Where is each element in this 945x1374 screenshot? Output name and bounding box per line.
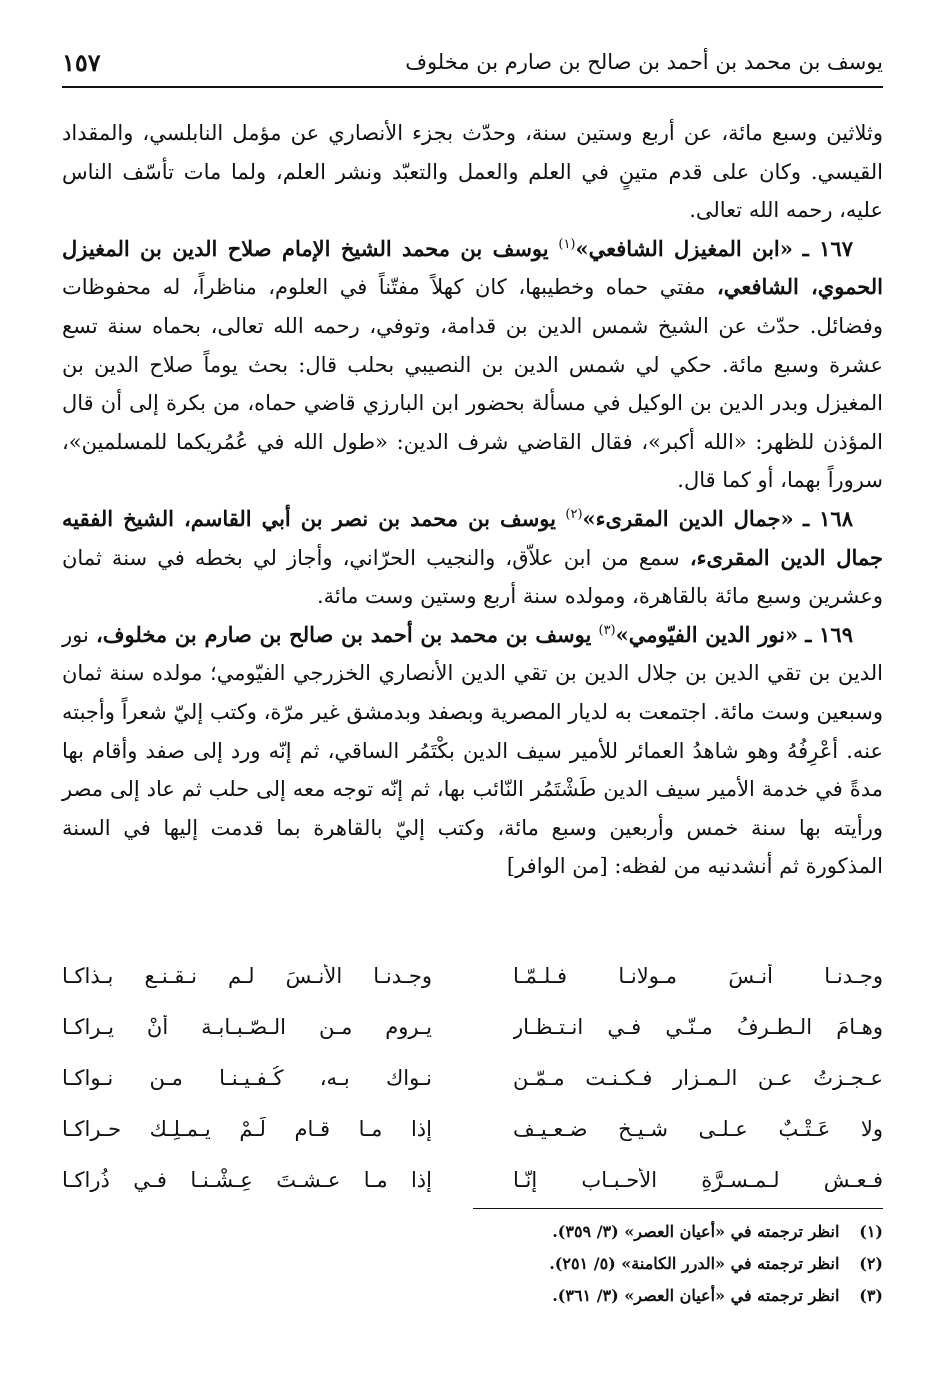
poem-verse	[62, 1154, 883, 1205]
intro-paragraph: وثلاثين وسبع مائة، عن أربع وستين سنة، وحدّث بجزء الأنصاري عن مؤمل النابلسي، والمقداد القيسي. وكان على قدم متينٍ في العلم والعمل والتعبّد ونشر العلم، ولما مات تأسّف الناس عليه، رحمه الله تعالى.	[62, 121, 883, 223]
entry-169	[62, 616, 883, 886]
entry-text: مفتي حماه وخطيبها، كان كهلاً مفتّناً في العلوم، مناظراً، له محفوظات وفضائل. حدّث عن الشيخ شمس الدين بن قدامة، وتوفي، رحمه الله تعالى، بحماه سنة تسع عشرة وسبع مائة. حكي لي شمس الدين بن النصيبي بحلب قال: بحث يوماً صلاح الدين بن المغيزل وبدر الدين بن الوكيل في مسألة بحضور ابن البارزي قاضي حماه، من بكرة إلى أن قال المؤذن للظهر: «الله أكبر»، فقال القاضي شرف الدين: «طول الله في عُمُريكما للمسلمين»، سروراً بهما، أو كما قال.	[62, 275, 883, 493]
footnote-ref: (٣)	[598, 622, 616, 638]
entry-name: يوسف بن محمد بن أحمد بن صالح بن صارم بن مخلوف،	[95, 621, 592, 647]
poem-verse	[62, 1052, 883, 1103]
footnote-divider	[473, 1208, 883, 1209]
running-title: يوسف بن محمد بن أحمد بن صالح بن صارم بن مخلوف	[405, 50, 883, 74]
main-text	[62, 114, 883, 886]
footnote	[83, 1280, 883, 1312]
entry-name: يوسف بن محمد الشيخ الإمام صلاح الدين بن المغيزل الحموي، الشافعي،	[62, 235, 883, 300]
entry-name: يوسف بن محمد بن نصر بن أبي القاسم، الشيخ الفقيه جمال الدين المقرىء،	[62, 505, 883, 570]
entry-heading: «ابن المغيزل الشافعي»	[575, 235, 793, 261]
footnote-number: (٢)	[859, 1254, 883, 1273]
page-number: ١٥٧	[62, 48, 101, 77]
footnote-number: (١)	[859, 1222, 883, 1241]
poem	[62, 950, 883, 1205]
entry-number: ١٦٩ ـ	[805, 621, 853, 647]
page-header	[62, 36, 883, 88]
poem-verse	[62, 1103, 883, 1154]
footnote	[83, 1248, 883, 1280]
footnote-text: انظر ترجمته في «الدرر الكامنة» (٥/ ٢٥١).	[549, 1254, 840, 1273]
footnote-number: (٣)	[859, 1286, 883, 1305]
verse-first-hemistich: وهـامَ الـطـرفُ مـنّـي فـي انـتـظـارٍ	[513, 1014, 883, 1039]
footnote-ref: (٢)	[565, 506, 583, 522]
footnote-ref: (١)	[558, 236, 576, 252]
entry-text: سمع من ابن علاّق، والنجيب الحرّاني، وأجاز لي بخطه في سنة ثمان وعشرين وسبع مائة بالقاهرة، ومولده سنة أربع وستين وست مائة.	[62, 545, 883, 609]
footnote-text: انظر ترجمته في «أعيان العصر» (٣/ ٣٦١).	[552, 1286, 840, 1305]
entry-number: ١٦٨ ـ	[802, 505, 853, 531]
footnote-text: انظر ترجمته في «أعيان العصر» (٣/ ٣٥٩).	[552, 1222, 840, 1241]
verse-first-hemistich: فـعـش لـمـسـرَّةِ الأحـبـاب إنّـا	[513, 1167, 883, 1192]
entry-167	[62, 230, 883, 500]
verse-second-hemistich: نـواك بـه، كُـفـيـنـا مـن نـواكـا	[62, 1065, 432, 1090]
verse-second-hemistich: وجـدنـا الأُنـسَ لـم نـقـنـع بـذاكـا	[62, 963, 432, 988]
poem-verse	[62, 950, 883, 1001]
poem-verse	[62, 1001, 883, 1052]
entry-heading: «جمال الدين المقرىء»	[582, 505, 794, 531]
verse-first-hemistich: وجـدنـا أُنـسَ مـولانـا فـلـمّـا	[513, 963, 883, 988]
verse-second-hemistich: يـروم مـن الـصّـبـابـة أنْ يـراكـا	[62, 1014, 432, 1039]
verse-first-hemistich: ولا عَـتْـبٌ عـلـى شـيـخٍ ضـعـيـف	[513, 1116, 883, 1141]
verse-first-hemistich: عـجـزتُ عـن الـمـزار فـكـنـت مـمّـن	[513, 1065, 883, 1090]
footnotes	[83, 1216, 883, 1312]
entry-number: ١٦٧ ـ	[802, 235, 853, 261]
verse-second-hemistich: إذا مـا عـشـتَ عِـشْـنـا فـي ذُراكـا	[62, 1167, 432, 1192]
footnote	[83, 1216, 883, 1248]
entry-heading: «نور الدين الفيّومي»	[615, 621, 799, 647]
verse-second-hemistich: إذا مـا قـام لَـمْ يـمـلِـك حـراكـا	[62, 1116, 432, 1141]
entry-168	[62, 500, 883, 616]
entry-text: نور الدين بن تقي الدين بن جلال الدين بن تقي الدين الأنصاري الخزرجي الفيّومي؛ مولده سنة ثمان وسبعين وست مائة. اجتمعت به لديار المصرية وبصفد وبدمشق غير مرّة، وكتب إليّ شعراً وأجبته عنه. أعْرِفُهُ وهو شاهدُ العمائر للأمير سيف الدين بكْتَمُر الساقي، ثم إنّه ورد إلى صفد وأقام بها مدةً في خدمة الأمير سيف الدين طَشْتَمُر النّائب بها، ثم إنّه توجه معه إلى حلب ثم عاد إلى مصر ورأيته بها سنة خمس وأربعين وسبع مائة، وكتب إليّ بالقاهرة بما قدمت إليها في السنة المذكورة ثم أنشدنيه من لفظه: [من الوافر]	[62, 622, 884, 879]
